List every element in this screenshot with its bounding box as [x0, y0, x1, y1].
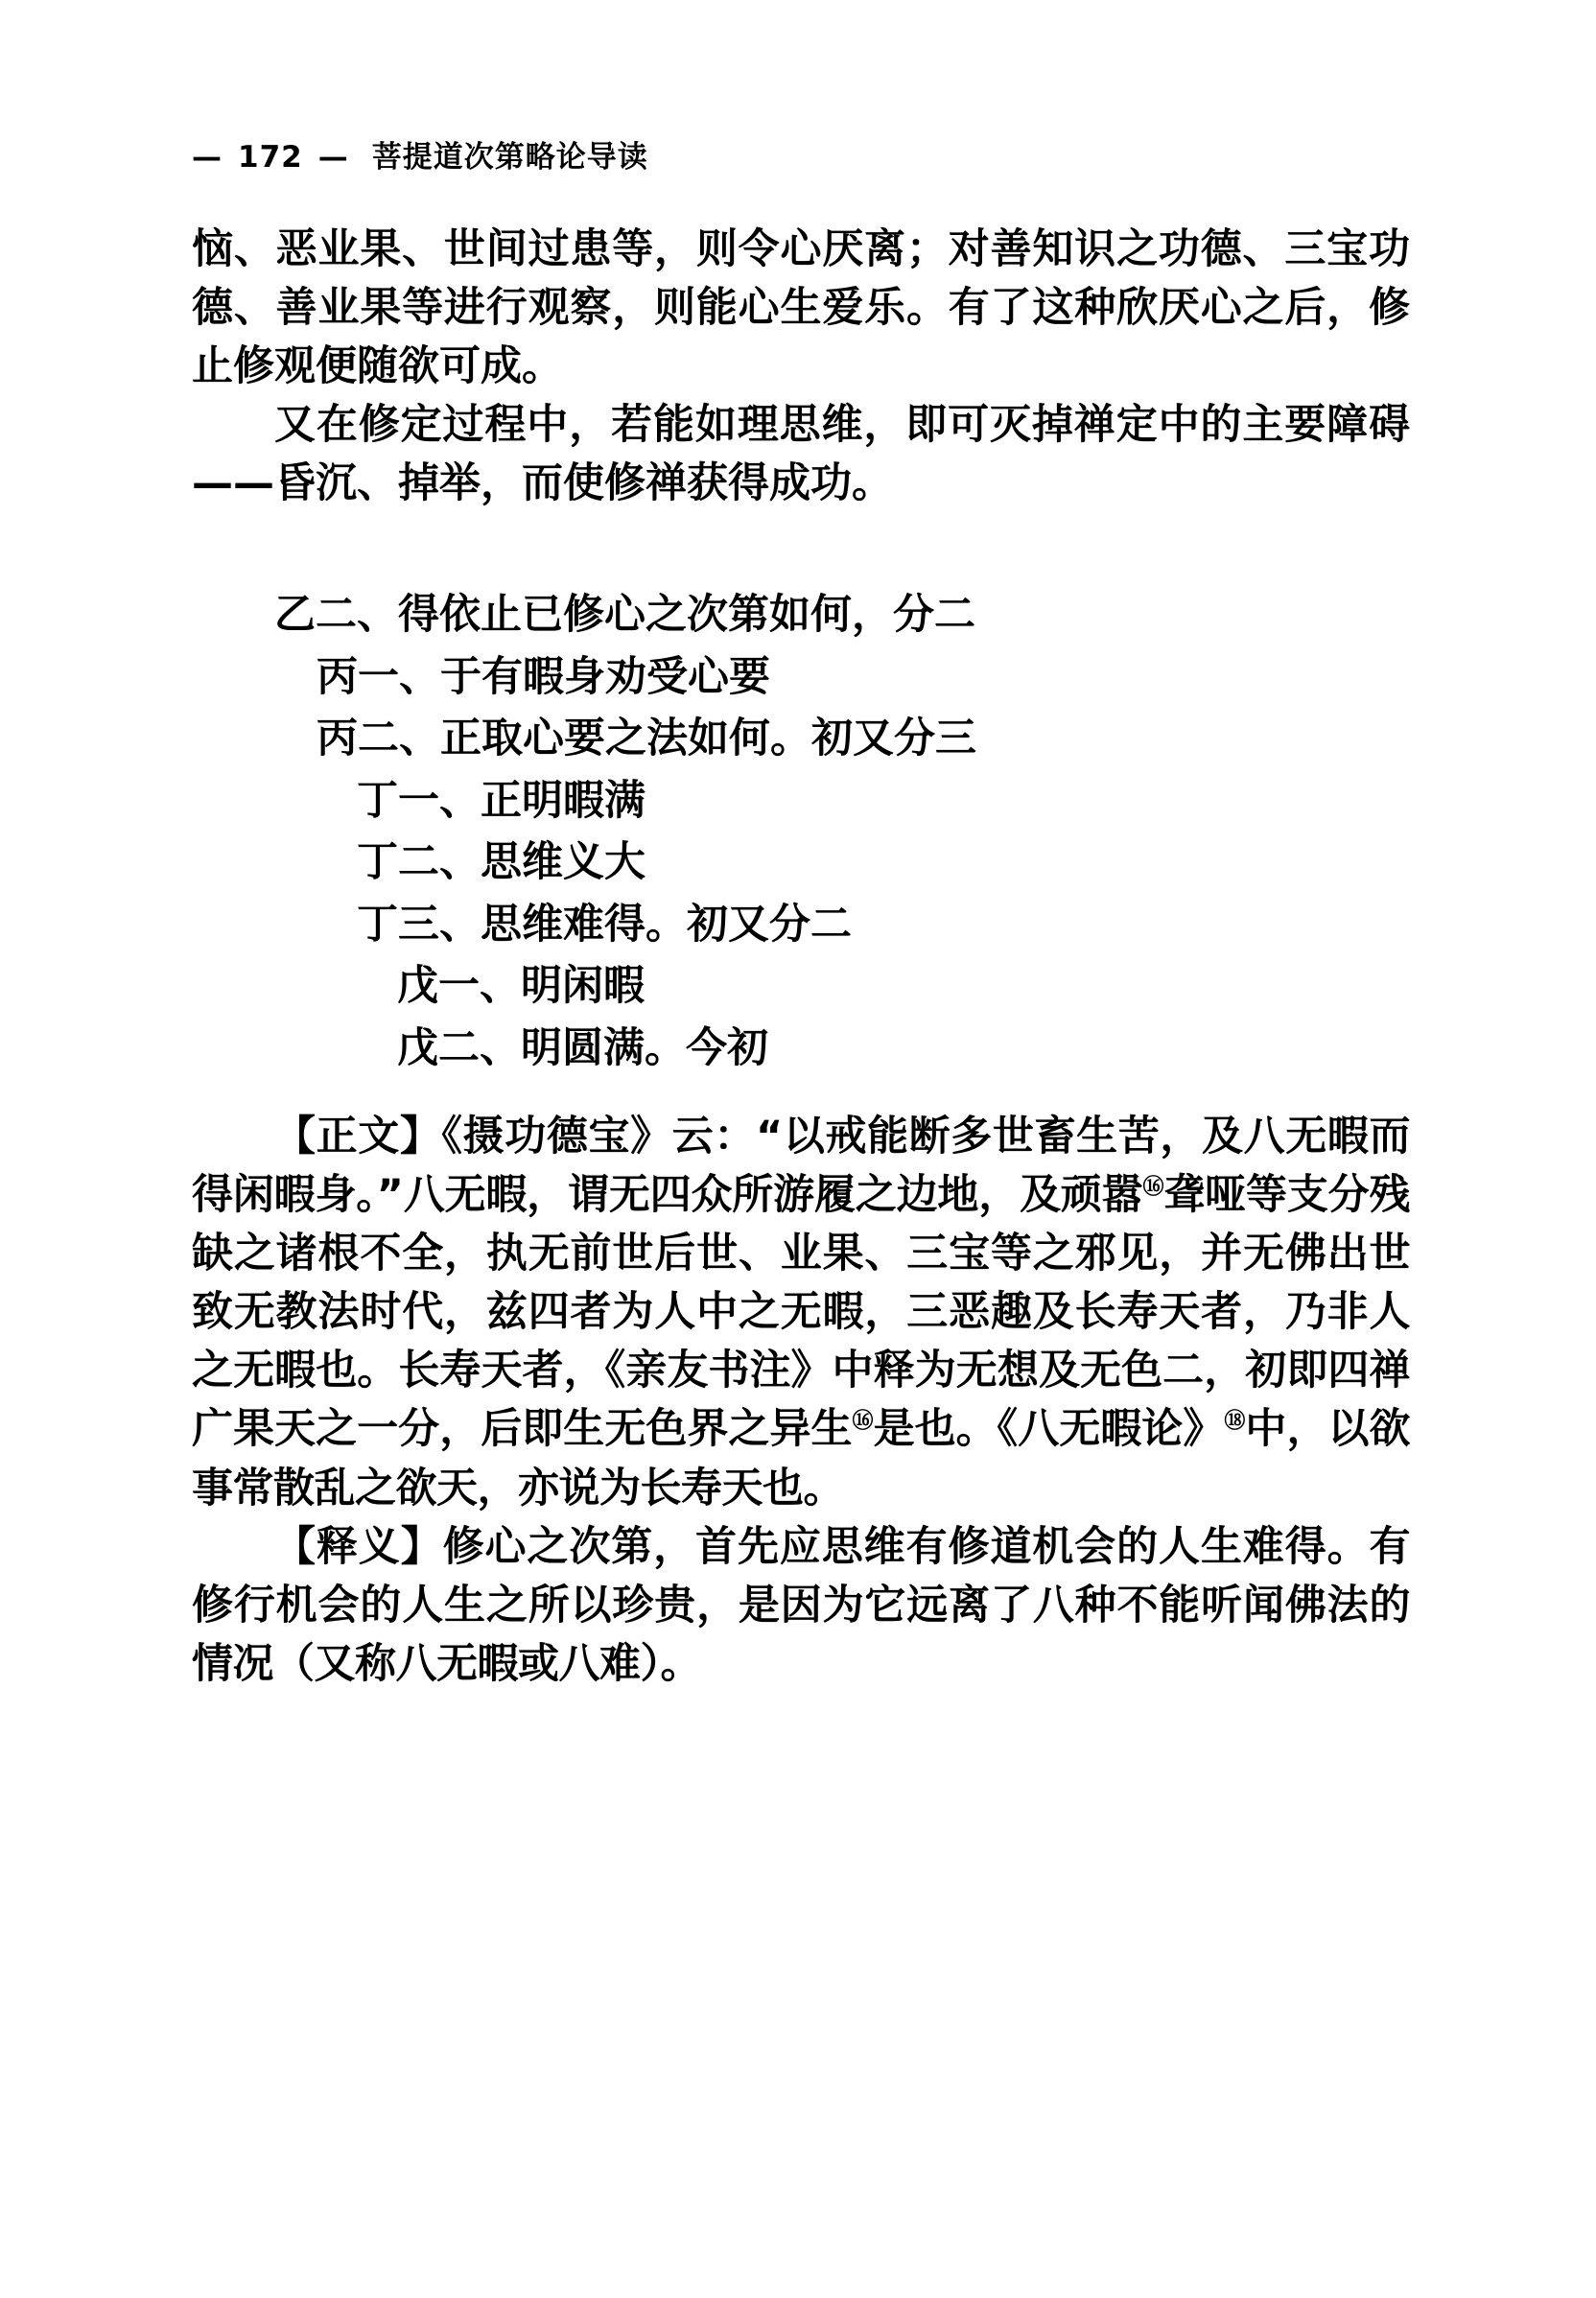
page-content	[192, 221, 1410, 1694]
section-shiyi	[192, 1518, 1410, 1694]
header-left-dash: —	[192, 140, 223, 175]
page-number: 172	[238, 140, 303, 175]
outline-item-bing-yi: 丙一、于有暇身劝受心要	[317, 652, 770, 701]
book-title: 菩提道次第略论导读	[371, 140, 648, 175]
zhengwen-text-b: 聋哑等支分残缺之诸根不全，执无前世后世、业果、三宝等之邪见，并无佛出世致无教法时代，兹四者为人中之无暇，三恶趣及长寿天者，乃非人之无暇也。长寿天者，《亲友书注》中释为无想及无色二，初即四禅广果天之一分，后即生无色界之异生	[192, 1171, 1410, 1454]
footnote-marker-16b: ⑯	[852, 1410, 874, 1435]
header-right-dash: —	[317, 140, 349, 175]
section-zhengwen	[192, 1108, 1410, 1517]
zhengwen-text-c: 是也。《八无暇论》	[873, 1405, 1225, 1454]
zhengwen-label: 【正文】	[274, 1113, 442, 1161]
page-header	[192, 132, 648, 176]
spacer	[192, 513, 1410, 584]
spacer-2	[192, 1079, 1410, 1108]
footnote-marker-18: ⑱	[1224, 1410, 1246, 1435]
outline-item-wu-yi: 戊一、明闲暇	[397, 962, 645, 1011]
outline-item-ding-er: 丁二、思维义大	[357, 838, 645, 887]
footnote-marker-16a: ⑯	[1142, 1175, 1164, 1200]
outline-item-yi-er: 乙二、得依止已修心之次第如何，分二	[274, 591, 975, 640]
outline-item-wu-er: 戊二、明圆满。今初	[397, 1023, 768, 1072]
outline-item-bing-er: 丙二、正取心要之法如何。初又分三	[317, 715, 976, 763]
shiyi-label: 【释义】	[274, 1522, 443, 1571]
outline-item-ding-yi: 丁一、正明暇满	[357, 776, 645, 825]
zhengwen-text-d: 中，以欲事常散乱之欲天，亦说为长寿天也。	[192, 1405, 1411, 1512]
shiyi-text: 修心之次第，首先应思维有修道机会的人生难得。有修行机会的人生之所以珍贵，是因为它远离了八种不能听闻佛法的情况（又称八无暇或八难）。	[192, 1522, 1411, 1688]
paragraph-meditation: 又在修定过程中，若能如理思维，即可灭掉禅定中的主要障碍——昏沉、掉举，而使修禅获得成功。	[192, 401, 1410, 508]
paragraph-continuation: 恼、恶业果、世间过患等，则令心厌离；对善知识之功德、三宝功德、善业果等进行观察，则能心生爱乐。有了这种欣厌心之后，修止修观便随欲可成。	[192, 225, 1410, 391]
zhengwen-text-a: 《摄功德宝》云：“以戒能断多世畜生苦，及八无暇而得闲暇身。”八无暇，谓无四众所游履之边地，及顽嚣	[192, 1113, 1410, 1220]
outline-item-ding-san: 丁三、思维难得。初又分二	[357, 900, 852, 949]
outline-list	[192, 584, 1410, 1079]
